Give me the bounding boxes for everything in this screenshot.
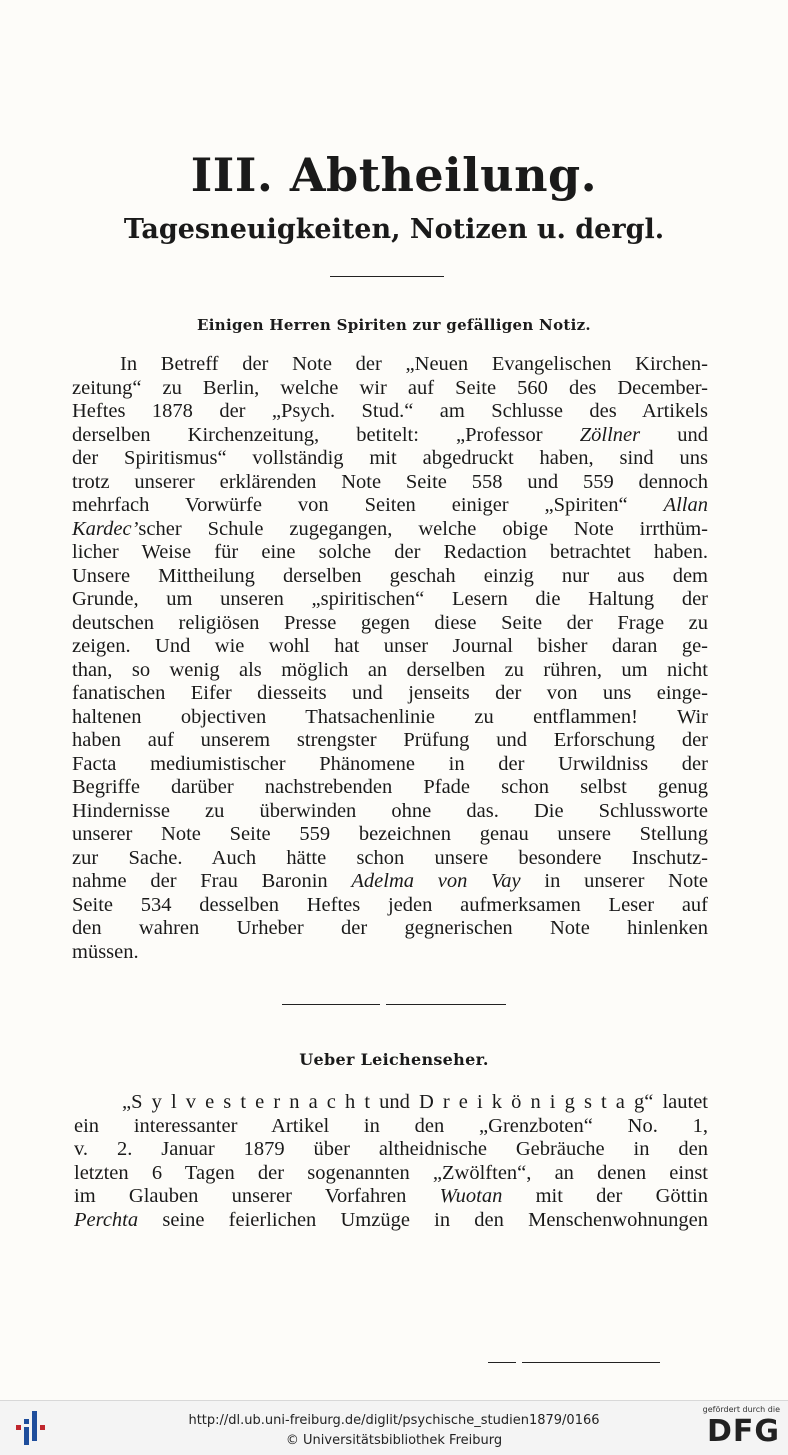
text-line: derselben Kirchenzeitung, betitelt: „Professor Zöllner und [72,423,708,446]
text-line: mehrfach Vorwürfe von Seiten einiger „Spiriten“ Allan [72,494,708,516]
text-line: haltenen objectiven Thatsachenlinie zu entflammen! Wir [72,705,708,728]
text-line: Kardec’scher Schule zugegangen, welche obige Note irrthüm- [72,517,708,540]
dfg-mark: DFG [706,1414,780,1449]
text-line: ein interessanter Artikel in den „Grenzboten“ No. 1, [74,1114,708,1137]
text-line: im Glauben unserer Vorfahren Wuotan mit der Göttin [74,1185,709,1207]
bottom-rule-short [488,1362,516,1363]
separator-rule-left [282,1004,380,1005]
text-line: zeigen. Und wie wohl hat unser Journal bisher daran ge- [72,635,708,657]
text-line: fanatischen Eifer diesseits und jenseits der von uns einge- [72,682,708,704]
name-adelma: Adelma von Vay [351,870,521,892]
text-line: Seite 534 desselben Heftes jeden aufmerksamen Leser auf [72,893,708,916]
article1-heading: Einigen Herren Spiriten zur gefälligen Notiz. [197,316,591,334]
bottom-rule-long [522,1362,660,1363]
name-wuotan: Wuotan [439,1185,503,1207]
article2-body [74,1091,708,1232]
text-line: der Spiritismus“ vollständig mit abgedruckt haben, sind uns [72,447,708,469]
section-title: III. Abtheilung. [190,148,598,202]
title-rule [330,276,444,277]
text-line: than, so wenig als möglich an derselben zu rühren, um nicht [72,658,708,681]
text-line: trotz unserer erklärenden Note Seite 558 und 559 dennoch [72,470,708,493]
article1-body [72,353,708,964]
section-subtitle: Tagesneuigkeiten, Notizen u. dergl. [123,214,665,245]
text-line: zur Sache. Auch hätte schon unsere besondere Inschutz- [72,846,708,869]
text-line: haben auf unserem strengster Prüfung und Erforschung der [72,729,708,751]
text-line: v. 2. Januar 1879 über altheidnische Gebräuche in den [74,1138,708,1160]
article2-heading: Ueber Leichenseher. [299,1050,489,1069]
dfg-tagline: gefördert durch die [702,1405,780,1414]
text-line: nahme der Frau Baronin Adelma von Vay in unserer Note [72,870,708,892]
text-line: Unsere Mittheilung derselben geschah einzig nur aus dem [72,564,708,587]
viewer-footer [0,1400,788,1455]
separator-rule-right [386,1004,506,1005]
text-line: deutschen religiösen Presse gegen diese Seite der Frage zu [72,611,708,634]
name-perchta: Perchta [74,1208,139,1231]
dfg-logo-icon [694,1405,780,1451]
text-line: zeitung“ zu Berlin, welche wir auf Seite 560 des December- [72,376,708,399]
copyright-notice: © Universitätsbibliothek Freiburg [285,1433,503,1448]
text-line: Grunde, um unseren „spiritischen“ Lesern die Haltung der [72,588,708,610]
text-line: licher Weise für eine solche der Redaction betrachtet haben. [72,541,708,563]
source-url-link[interactable]: http://dl.ub.uni-freiburg.de/diglit/psychische_studien1879/0166 [188,1413,600,1428]
text-line: Heftes 1878 der „Psych. Stud.“ am Schlusse des Artikels [72,400,708,422]
text-line: müssen. [72,940,139,963]
text-line: „S y l v e s t e r n a c h t und D r e i k ö n i g s t a g“ lautet [122,1091,708,1113]
name-allan: Allan [663,494,708,516]
text-line: Facta mediumistischer Phänomene in der Urwildniss der [72,752,708,775]
text-line: In Betreff der Note der „Neuen Evangelischen Kirchen- [120,353,708,375]
name-kardec: Kardec’ [72,517,139,540]
text-line: den wahren Urheber der gegnerischen Note hinlenken [72,917,708,939]
text-line: Hindernisse zu überwinden ohne das. Die Schlussworte [72,799,708,822]
name-zoellner: Zöllner [579,423,641,446]
text-line: Begriffe darüber nachstrebenden Pfade schon selbst genug [72,776,708,798]
text-line: letzten 6 Tagen der sogenannten „Zwölften“, an denen einst [74,1161,708,1184]
text-line: unserer Note Seite 559 bezeichnen genau unsere Stellung [72,823,708,845]
text-line: Perchta seine feierlichen Umzüge in den Menschenwohnungen [74,1208,708,1231]
